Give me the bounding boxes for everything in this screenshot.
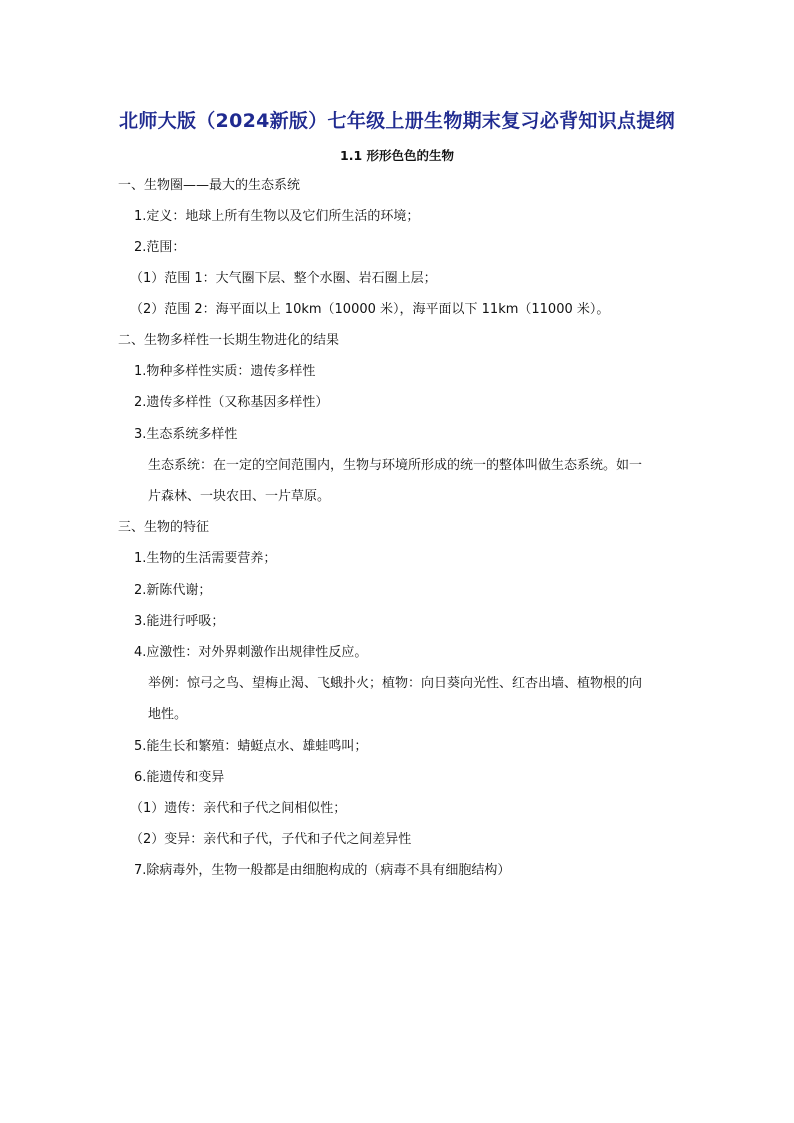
item-metabolism: 2.新陈代谢； (134, 583, 212, 598)
item-nutrition: 1.生物的生活需要营养； (134, 551, 277, 566)
heading-biodiversity: 二、生物多样性一长期生物进化的结果 (118, 333, 340, 348)
heading-biosphere: 一、生物圈——最大的生态系统 (118, 178, 301, 193)
item-heredity: （1）遗传：亲代和子代之间相似性； (130, 801, 347, 816)
section-subtitle: 1.1 形形色色的生物 (340, 148, 454, 163)
ecosystem-definition-cont: 片森林、一块农田、一片草原。 (148, 489, 331, 504)
item-definition: 1.定义：地球上所有生物以及它们所生活的环境； (134, 209, 420, 224)
item-range-2: （2）范围 2：海平面以上 10km（10000 米），海平面以下 11km（11000 米）。 (130, 302, 610, 317)
item-range-1: （1）范围 1：大气圈下层、整个水圈、岩石圈上层； (130, 271, 437, 286)
item-irritability: 4.应激性：对外界刺激作出规律性反应。 (134, 645, 368, 660)
item-growth-reproduction: 5.能生长和繁殖：蜻蜓点水、雄蛙鸣叫； (134, 739, 368, 754)
item-ecosystem-diversity: 3.生态系统多样性 (134, 427, 238, 442)
heading-characteristics: 三、生物的特征 (118, 520, 210, 535)
item-heredity-variation: 6.能遗传和变异 (134, 770, 225, 785)
item-species-diversity: 1.物种多样性实质：遗传多样性 (134, 364, 316, 379)
item-respiration: 3.能进行呼吸； (134, 614, 225, 629)
item-variation: （2）变异：亲代和子代，子代和子代之间差异性 (130, 832, 412, 847)
ecosystem-definition: 生态系统：在一定的空间范围内，生物与环境所形成的统一的整体叫做生态系统。如一 (148, 458, 643, 473)
item-genetic-diversity: 2.遗传多样性（又称基因多样性） (134, 395, 329, 410)
irritability-examples-cont: 地性。 (148, 707, 188, 722)
item-range: 2.范围： (134, 240, 186, 255)
irritability-examples: 举例：惊弓之鸟、望梅止渴、飞蛾扑火；植物：向日葵向光性、红杏出墙、植物根的向 (148, 676, 643, 691)
document-title: 北师大版（2024新版）七年级上册生物期末复习必背知识点提纲 (119, 110, 675, 132)
item-cells: 7.除病毒外，生物一般都是由细胞构成的（病毒不具有细胞结构） (134, 863, 511, 878)
